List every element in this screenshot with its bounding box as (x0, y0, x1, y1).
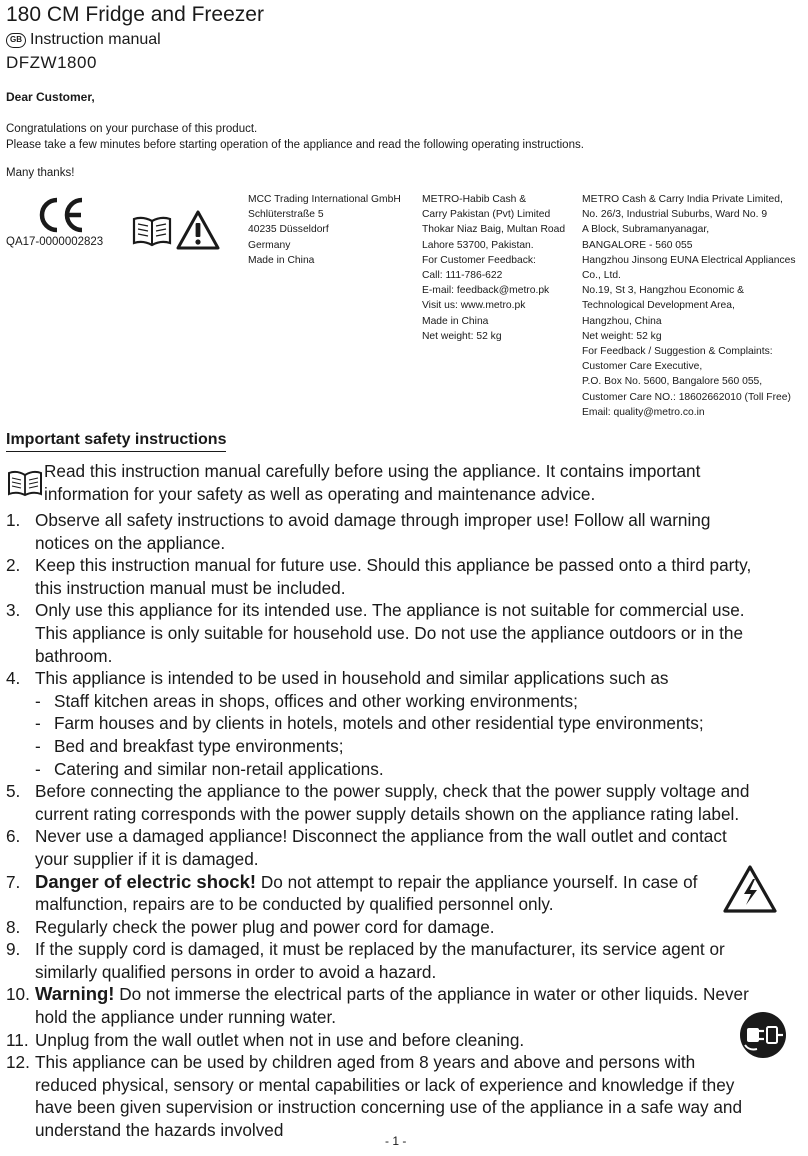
safety-intro (7, 460, 802, 505)
document-subtitle (6, 29, 161, 51)
address-line: No.19, St 3, Hangzhou Economic & (582, 285, 744, 297)
item-line: this instruction manual must be included. (35, 577, 346, 598)
safety-item-8 (6, 916, 804, 939)
dash-bullet: - (35, 758, 41, 779)
sub-item (35, 758, 804, 781)
item-line: your supplier if it is damaged. (35, 848, 259, 869)
warning-lead: Warning! (35, 983, 115, 1005)
address-block-pakistan (422, 192, 565, 344)
dash-bullet: - (35, 690, 41, 711)
sub-item (35, 712, 804, 735)
item-line: Observe all safety instructions to avoid damage through improper use! Follow all warning (35, 510, 711, 530)
item-line: Never use a damaged appliance! Disconnect the appliance from the wall outlet and contact (35, 826, 727, 847)
address-line: Schlüterstraße 5 (248, 209, 324, 221)
intro-line: information for your safety as well as operating and maintenance advice. (44, 483, 596, 504)
item-number: 11. (6, 1029, 29, 1050)
address-line: 40235 Düsseldorf (248, 224, 329, 236)
item-number: 12. (6, 1052, 30, 1073)
address-line: METRO Cash & Carry India Private Limited, (582, 194, 783, 205)
item-number: 1. (6, 510, 21, 530)
dash-bullet: - (35, 735, 41, 756)
item-number: 6. (6, 826, 21, 847)
address-line: Made in China (248, 254, 315, 266)
salutation: Dear Customer, (6, 90, 95, 104)
address-line: Technological Development Area, (582, 300, 735, 312)
sub-item (35, 735, 804, 758)
item-line (35, 871, 804, 894)
address-line: Net weight: 52 kg (582, 330, 662, 342)
document-title: 180 CM Fridge and Freezer (6, 3, 264, 26)
safety-item-4 (6, 667, 804, 780)
item-line: have been given supervision or instruction concerning use of the appliance in a safe way and (35, 1097, 743, 1118)
sub-item-text: Catering and similar non-retail applications. (54, 758, 384, 779)
address-line: A Block, Subramanyanagar, (582, 224, 710, 236)
intro-line-congrats: Congratulations on your purchase of this product. (6, 123, 258, 135)
sub-item-text: Staff kitchen areas in shops, offices and other working environments; (54, 690, 578, 711)
item-line: malfunction, repairs are to be conducted by qualified personnel only. (35, 894, 554, 915)
item-line: notices on the appliance. (35, 532, 226, 553)
intro-paragraph (6, 121, 584, 153)
address-line: METRO-Habib Cash & (422, 194, 527, 205)
address-line: Hangzhou, China (582, 315, 662, 327)
page-number: - 1 - (385, 1134, 407, 1148)
item-number: 10. (6, 984, 30, 1005)
item-number: 2. (6, 555, 21, 576)
address-line: Thokar Niaz Baig, Multan Road (422, 224, 566, 236)
address-line: Customer Care Executive, (582, 361, 703, 373)
item-line: Before connecting the appliance to the power supply, check that the power supply voltage and (35, 781, 750, 802)
item-number: 3. (6, 600, 21, 621)
intro-line-request: Please take a few minutes before starting operation of the appliance and read the following operating instructions. (6, 139, 584, 151)
address-line: Email: quality@metro.co.in (582, 406, 705, 418)
ce-mark-icon (36, 196, 86, 234)
item-line: This appliance is intended to be used in household and similar applications such as (35, 668, 669, 689)
address-line: Carry Pakistan (Pvt) Limited (422, 209, 551, 221)
read-manual-icon (131, 213, 173, 249)
item-number: 5. (6, 781, 21, 802)
safety-item-2 (6, 554, 804, 599)
item-line: similarly qualified persons in order to avoid a hazard. (35, 961, 437, 982)
item-line-rest: Do not attempt to repair the appliance yourself. In case of (256, 871, 698, 892)
item-number: 8. (6, 916, 21, 937)
safety-item-5 (6, 780, 804, 825)
item-line: hold the appliance under running water. (35, 1007, 336, 1028)
qa-code: QA17-0000002823 (6, 236, 104, 248)
item-number: 9. (6, 939, 21, 960)
item-line-rest: Do not immerse the electrical parts of the appliance in water or other liquids. Never (114, 984, 749, 1005)
electric-shock-warning-icon (722, 864, 778, 914)
item-line: current rating corresponds with the power supply details shown on the appliance rating label. (35, 803, 740, 824)
safety-item-1 (6, 509, 804, 554)
gb-region-badge: GB (6, 33, 26, 48)
warning-triangle-icon (176, 209, 220, 251)
address-line: Made in China (422, 315, 489, 327)
thanks-line: Many thanks! (6, 167, 75, 179)
address-line: BANGALORE - 560 055 (582, 239, 693, 251)
subtitle-text: Instruction manual (30, 31, 161, 48)
address-line: Lahore 53700, Pakistan. (422, 239, 534, 251)
item-line: understand the hazards involved (35, 1120, 284, 1141)
safety-item-3 (6, 599, 804, 667)
address-line: No. 26/3, Industrial Suburbs, Ward No. 9 (582, 209, 768, 221)
model-number: DFZW1800 (6, 53, 97, 72)
item-number: 4. (6, 668, 21, 689)
safety-item-6 (6, 825, 804, 870)
item-line: reduced physical, sensory or mental capabilities or lack of experience and knowledge if they (35, 1074, 735, 1095)
address-line: Co., Ltd. (582, 270, 621, 282)
item-line: Only use this appliance for its intended use. The appliance is not suitable for commercial use. (35, 600, 745, 621)
safety-item-7 (6, 871, 804, 916)
danger-lead: Danger of electric shock! (35, 870, 257, 892)
item-line: Unplug from the wall outlet when not in use and before cleaning. (35, 1029, 525, 1050)
safety-item-12 (6, 1051, 804, 1141)
address-line: Net weight: 52 kg (422, 330, 502, 342)
safety-item-9 (6, 938, 804, 983)
item-line (35, 983, 804, 1006)
address-line: Hangzhou Jinsong EUNA Electrical Appliances (582, 254, 796, 266)
address-line: P.O. Box No. 5600, Bangalore 560 055, (582, 376, 763, 388)
safety-item-11 (6, 1029, 804, 1052)
dash-bullet: - (35, 713, 41, 734)
address-line: Call: 111-786-622 (422, 270, 503, 282)
item-number: 7. (6, 871, 21, 892)
address-line: For Feedback / Suggestion & Complaints: (582, 346, 773, 358)
sub-item-text: Farm houses and by clients in hotels, motels and other residential type environments; (54, 713, 704, 734)
section-heading-safety: Important safety instructions (6, 430, 226, 452)
address-block-india (582, 192, 796, 420)
item-line: If the supply cord is damaged, it must be replaced by the manufacturer, its service agent or (35, 939, 725, 960)
unplug-icon (739, 1011, 787, 1059)
read-manual-icon (7, 468, 43, 498)
address-line: For Customer Feedback: (422, 254, 536, 266)
address-line: Germany (248, 239, 291, 251)
address-block-germany (248, 192, 401, 268)
item-line: Keep this instruction manual for future use. Should this appliance be passed onto a third party, (35, 555, 752, 576)
item-line: bathroom. (35, 645, 113, 666)
address-line: Customer Care NO.: 18602662010 (Toll Free) (582, 391, 791, 403)
sub-item (35, 690, 804, 713)
intro-line: Read this instruction manual carefully before using the appliance. It contains important (44, 461, 701, 481)
address-line: MCC Trading International GmbH (248, 194, 401, 205)
address-line: E-mail: feedback@metro.pk (422, 285, 550, 297)
address-line: Visit us: www.metro.pk (422, 300, 526, 312)
item-line: This appliance is only suitable for household use. Do not use the appliance outdoors or in the (35, 622, 744, 643)
sub-item-text: Bed and breakfast type environments; (54, 735, 344, 756)
safety-item-10 (6, 983, 804, 1028)
item-line: This appliance can be used by children aged from 8 years and above and persons with (35, 1052, 696, 1073)
safety-list (6, 509, 804, 1142)
item-line: Regularly check the power plug and power cord for damage. (35, 916, 495, 937)
